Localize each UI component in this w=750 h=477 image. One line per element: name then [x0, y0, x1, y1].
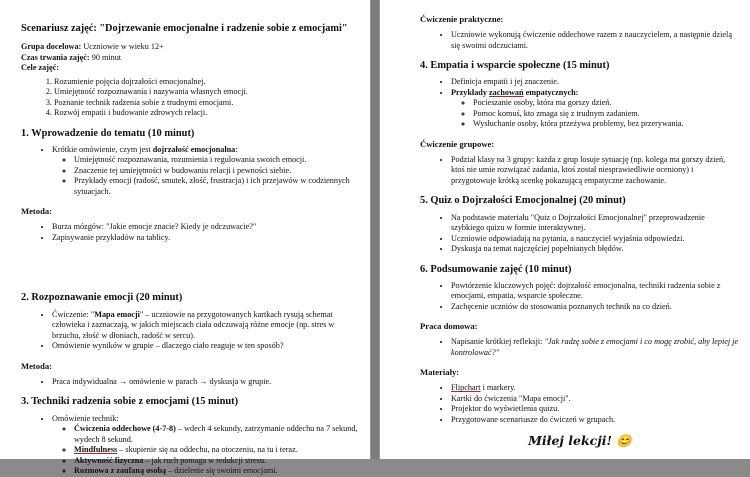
section-heading: 6. Podsumowanie zajęć (10 minut) — [420, 263, 572, 275]
section-1-list — [21, 145, 360, 198]
page-gutter — [371, 0, 379, 459]
section-heading: 5. Quiz o Dojrzałości Emocjonalnej (20 minut) — [420, 195, 626, 207]
list-item: 3. Poznanie technik radzenia sobie z trudnymi emocjami. — [54, 98, 360, 109]
list-item: • Ćwiczenie: "Mapa emocji" – uczniowie na przygotowanych kartkach rysują schemat człowieka i zaznaczają, w jakich miejscach ciała odczuwają różne emocje (np. stres w brzuchu, złość w dłoniach, radość w sercu). — [52, 310, 360, 342]
section-2-list — [21, 310, 360, 352]
section-3-list — [21, 414, 360, 477]
list-item: • Definicja empatii i jej znaczenie. — [451, 77, 740, 88]
list-item: • Kartki do ćwiczenia "Mapa emocji". — [451, 394, 740, 405]
closing-message: Miłej lekcji! 😊 — [528, 433, 632, 449]
list-item: • Praca indywidualna → omówienie w parach → dyskusja w grupie. — [52, 377, 360, 388]
list-item: • Przygotowane scenariusze do ćwiczeń w grupach. — [451, 415, 740, 426]
list-item: ◦ Umiejętność rozpoznawania, rozumienia i regulowania swoich emocji. — [74, 155, 360, 166]
group-exercise-label: Ćwiczenie grupowe: — [420, 138, 495, 149]
list-item: • Projektor do wyświetlenia quizu. — [451, 404, 740, 415]
meta-block — [21, 42, 360, 74]
list-item: • Zapisywanie przykładów na tablicy. — [52, 233, 360, 244]
techniques-list — [52, 424, 360, 477]
list-item: • Burza mózgów: "Jakie emocje znacie? Kiedy je odczuwacie?" — [52, 222, 360, 233]
list-item: ◦ Aktywność fizyczna – jak ruch pomaga w redukcji stresu. — [74, 456, 360, 467]
list-item: ◦ Mindfulness – skupienie się na oddechu, na otoczeniu, na tu i teraz. — [74, 445, 360, 456]
list-item: ◦ Znaczenie tej umiejętności w budowaniu relacji i pewności siebie. — [74, 166, 360, 177]
method-list — [21, 222, 360, 243]
examples-list — [451, 98, 740, 130]
method-list — [21, 377, 360, 388]
section-6-list — [420, 281, 740, 313]
list-item: ◦ Pomoc komuś, kto zmaga się z trudnym zadaniem. — [473, 109, 740, 120]
list-item: ◦ Ćwiczenia oddechowe (4-7-8) – wdech 4 sekundy, zatrzymanie oddechu na 7 sekund, wydech 8 sekund. — [74, 424, 360, 445]
meta-duration: Czas trwania zajęć: 90 minut — [21, 52, 122, 62]
section-heading: 2. Rozpoznawanie emocji (20 minut) — [21, 292, 183, 304]
practical-list — [420, 30, 740, 51]
homework-list — [420, 337, 740, 358]
list-item: • Flipchart i markery. — [451, 383, 740, 394]
list-item: • Zachęcenie uczniów do stosowania poznanych technik na co dzień. — [451, 302, 740, 313]
homework-label: Praca domowa: — [420, 321, 478, 332]
list-item: 1. Rozumienie pojęcia dojrzałości emocjonalnej. — [54, 77, 360, 88]
list-item: • Omówienie technik: ◦ Ćwiczenia oddechowe (4-7-8) – wdech 4 sekundy, zatrzymanie oddechu na 7 sekund, wydech 8 sekund. ◦ Mindfulness – skupienie się na oddechu, na otoczeniu, na tu i teraz. ◦ Aktywność fizyczna – jak ruch pomaga w redukcji stresu. ◦ Rozmowa z zaufaną osobą – dzielenie się swoimi emocjami. — [52, 414, 360, 477]
section-heading: 4. Empatia i wsparcie społeczne (15 minut) — [420, 60, 610, 71]
list-item: • Krótkie omówienie, czym jest dojrzałość emocjonalna: ◦ Umiejętność rozpoznawania, rozumienia i regulowania swoich emocji. ◦ Znaczenie tej umiejętności w budowaniu relacji i pewności siebie. ◦ Przykłady emocji (radość, smutek, złość, frustracja) i ich przejawów w codziennych sytuacjach. — [52, 145, 360, 198]
list-item: 2. Umiejętność rozpoznawania i nazywania własnych emocji. — [54, 87, 360, 98]
section-4-list — [420, 77, 740, 130]
list-item: • Powtórzenie kluczowych pojęć: dojrzałość emocjonalna, techniki radzenia sobie z emocjami, empatia, wsparcie społeczne. — [451, 281, 740, 302]
meta-goals-label: Cele zajęć: — [21, 63, 59, 73]
list-item: • Napisanie krótkiej refleksji: "Jak radzę sobie z emocjami i co mogę zrobić, aby lepiej je kontrolować?" — [451, 337, 740, 358]
list-item: ◦ Pocieszanie osoby, która ma gorszy dzień. — [473, 98, 740, 109]
goals-list — [21, 77, 360, 119]
list-item: 4. Rozwój empatii i budowanie zdrowych relacji. — [54, 108, 360, 119]
list-item: ◦ Przykłady emocji (radość, smutek, złość, frustracja) i ich przejawów w codziennych sytuacjach. — [74, 176, 360, 197]
list-item: • Omówienie wyników w grupie – dlaczego ciało reaguje w ten sposób? — [52, 341, 360, 352]
list-item: • Podział klasy na 3 grupy: każda z grup losuje sytuację (np. kolega ma gorszy dzień, ktoś nie umie rozwiązać zadania, ktoś został niesprawiedliwie oceniony) i przygotowuje krótką scenkę pokazującą empatyczne zachowanie. — [451, 155, 740, 187]
list-item: • Przykłady zachowań empatycznych: ◦ Pocieszanie osoby, która ma gorszy dzień. ◦ Pomoc komuś, kto zmaga się z trudnym zadaniem. ◦ Wysłuchanie osoby, która przeżywa problemy, bez przerywania. — [451, 88, 740, 130]
sub-list — [52, 155, 360, 197]
list-item: ◦ Wysłuchanie osoby, która przeżywa problemy, bez przerywania. — [473, 119, 740, 130]
practical-label: Ćwiczenie praktyczne: — [420, 14, 504, 24]
materials-label: Materiały: — [420, 367, 460, 378]
section-heading: 3. Techniki radzenia sobie z emocjami (15 minut) — [21, 396, 239, 408]
document-title: Scenariusz zajęć: "Dojrzewanie emocjonalne i radzenie sobie z emocjami" — [21, 23, 348, 34]
materials-list — [420, 383, 740, 425]
list-item: • Uczniowie wykonują ćwiczenie oddechowe razem z nauczycielem, a następnie dzielą się swoimi odczuciami. — [451, 30, 740, 51]
method-label: Metoda: — [21, 360, 53, 371]
document-page-right — [379, 0, 750, 459]
method-label: Metoda: — [21, 206, 53, 217]
group-exercise-list — [420, 155, 740, 187]
list-item: • Na podstawie materiału "Quiz o Dojrzałości Emocjonalnej" przeprowadzenie szybkiego quizu w formie interaktywnej. — [451, 213, 740, 234]
meta-target-group: Grupa docelowa: Uczniowie w wieku 12+ — [21, 42, 164, 52]
section-heading: 1. Wprowadzenie do tematu (10 minut) — [21, 127, 195, 139]
list-item: ◦ Rozmowa z zaufaną osobą – dzielenie się swoimi emocjami. — [74, 466, 360, 477]
list-item: • Uczniowie odpowiadają na pytania, a nauczyciel wyjaśnia odpowiedzi. — [451, 234, 740, 245]
list-item: • Dyskusja na temat najczęściej popełnianych błędów. — [451, 244, 740, 255]
document-page-left — [0, 0, 371, 476]
section-5-list — [420, 213, 740, 255]
